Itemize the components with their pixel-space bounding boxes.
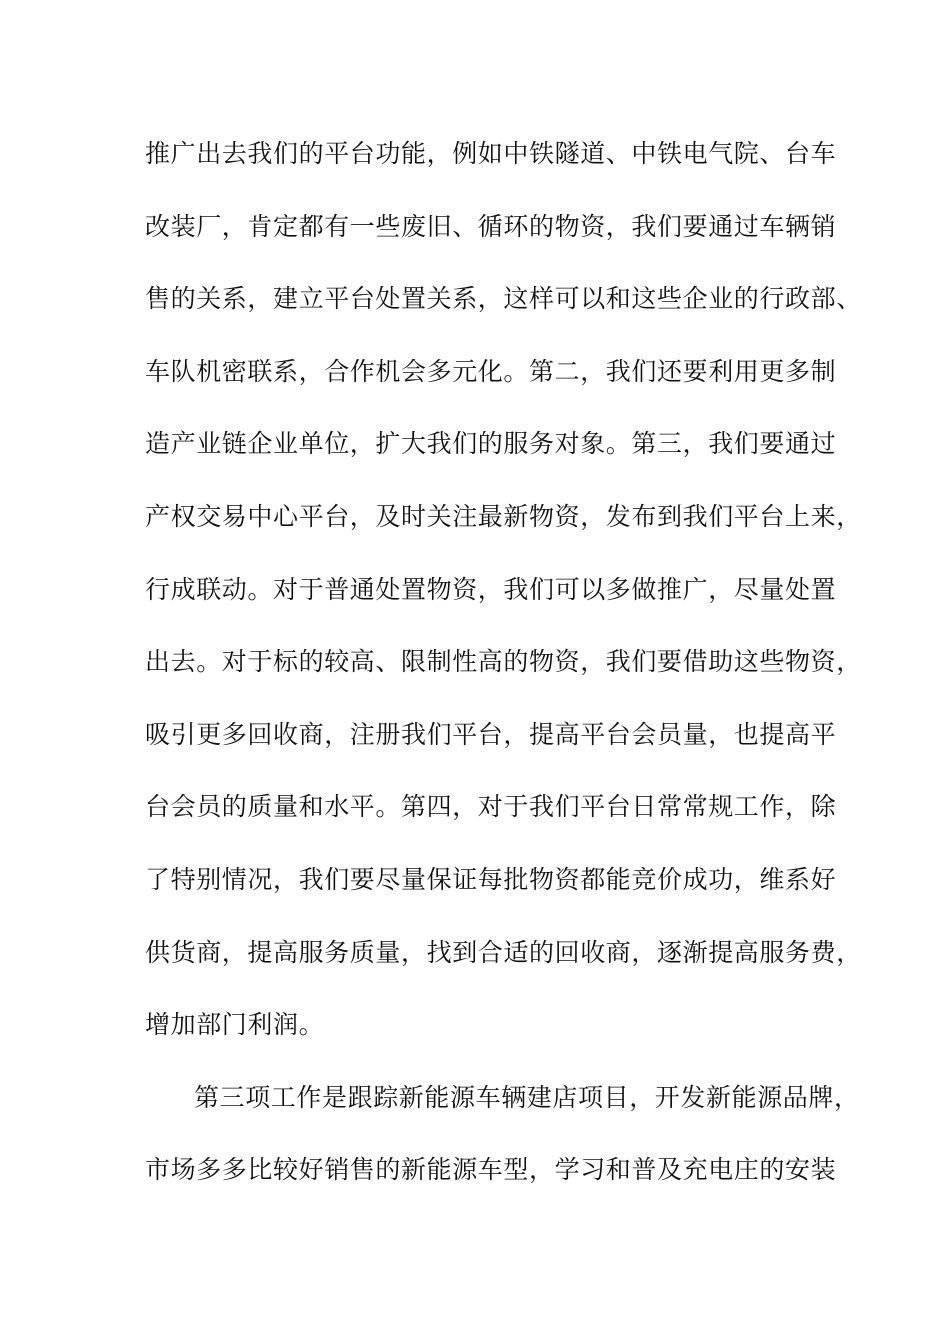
text-line: 造产业链企业单位，扩大我们的服务对象。第三，我们要通过 <box>145 429 837 459</box>
text-line: 吸引更多回收商，注册我们平台，提高平台会员量，也提高平 <box>145 719 837 749</box>
text-line: 行成联动。对于普通处置物资，我们可以多做推广，尽量处置 <box>145 574 837 604</box>
text-line: 了特别情况，我们要尽量保证每批物资都能竞价成功，维系好 <box>145 864 837 894</box>
body-text <box>145 118 862 1207</box>
text-line: 市场多多比较好销售的新能源车型，学习和普及充电庄的安装 <box>145 1155 837 1185</box>
text-line: 出去。对于标的较高、限制性高的物资，我们要借助这些物资， <box>145 647 862 677</box>
text-line: 供货商，提高服务质量，找到合适的回收商，逐渐提高服务费， <box>145 937 862 967</box>
text-line: 售的关系，建立平台处置关系，这样可以和这些企业的行政部、 <box>145 284 862 314</box>
text-line: 台会员的质量和水平。第四，对于我们平台日常常规工作，除 <box>145 792 837 822</box>
text-line: 车队机密联系，合作机会多元化。第二，我们还要利用更多制 <box>145 356 837 386</box>
text-line: 增加部门利润。 <box>145 1010 325 1040</box>
paragraph-start-line: 第三项工作是跟踪新能源车辆建店项目，开发新能源品牌， <box>194 1082 860 1112</box>
text-line: 产权交易中心平台，及时关注最新物资，发布到我们平台上来， <box>145 501 862 531</box>
text-line: 推广出去我们的平台功能，例如中铁隧道、中铁电气院、台车 <box>145 139 837 168</box>
text-line: 改装厂，肯定都有一些废旧、循环的物资，我们要通过车辆销 <box>145 211 837 241</box>
